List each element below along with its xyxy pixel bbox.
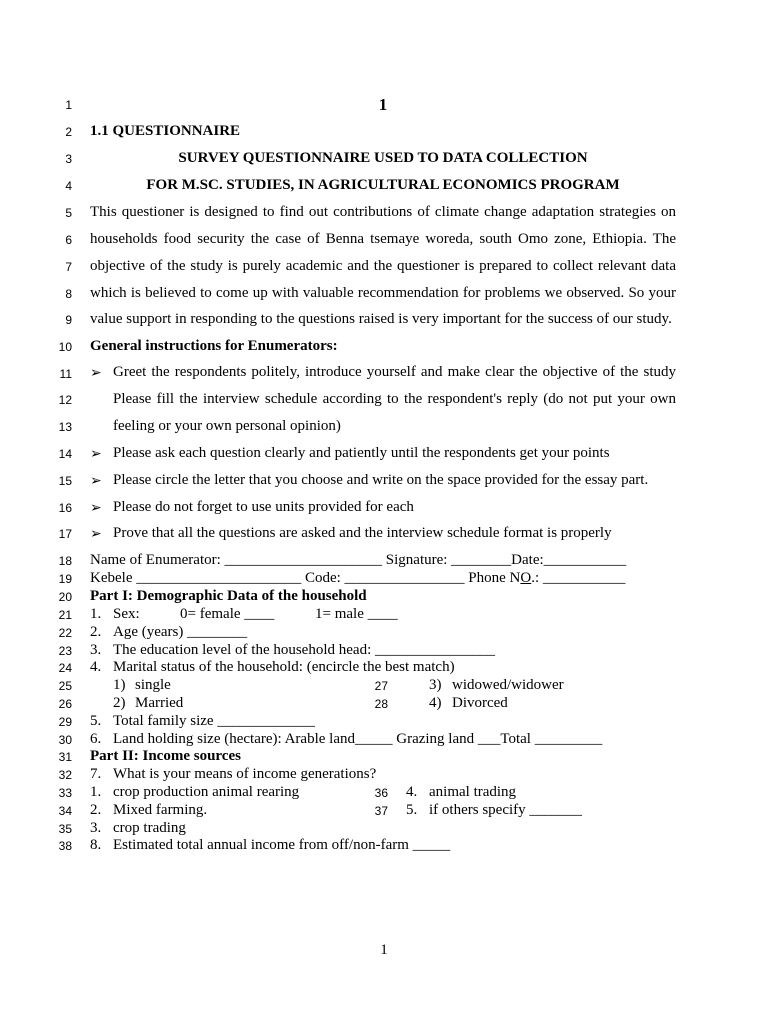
instruction-item-continued: Please fill the interview schedule according to the respondent's reply (do not put your own [113, 391, 676, 407]
intro-line: which is believed to come up with valuable recommendation for problems we observed. So your [90, 285, 676, 301]
intro-line: value support in responding to the questions raised is very important for the success of our study. [90, 311, 672, 327]
income-option-crop-trading: crop trading [113, 820, 186, 836]
option-number: 2. [90, 802, 102, 818]
line-number: 20 [58, 590, 72, 604]
arrow-bullet-icon: ➢ [90, 447, 102, 462]
question-text: Total family size _____________ [113, 713, 315, 729]
line-number: 33 [58, 786, 72, 800]
option-number: 4. [406, 784, 418, 800]
income-option-others: if others specify _______ [429, 802, 582, 818]
option-number: 3. [90, 820, 102, 836]
instruction-item-continued: feeling or your own personal opinion) [113, 418, 341, 434]
line-number: 6 [65, 233, 72, 247]
line-number: 10 [58, 340, 72, 354]
question-number: 7. [90, 766, 102, 782]
intro-line: objective of the study is purely academic and the questioner is prepared to collect relevant data [90, 258, 676, 274]
line-number: 8 [65, 287, 72, 301]
option-number: 3) [429, 677, 442, 693]
instruction-item: Please do not forget to use units provided for each [113, 499, 414, 515]
marital-option-single: single [135, 677, 171, 693]
option-number: 5. [406, 802, 418, 818]
question-number: 6. [90, 731, 102, 747]
question-number: 4. [90, 659, 102, 675]
question-text: Estimated total annual income from off/non-farm _____ [113, 837, 451, 853]
option-number: 1. [90, 784, 102, 800]
kebele-o: O [520, 570, 532, 586]
kebele-text-end: .: ___________ [531, 570, 626, 586]
line-number: 19 [58, 572, 72, 586]
option-number: 4) [429, 695, 442, 711]
question-number: 3. [90, 642, 102, 658]
instructions-heading: General instructions for Enumerators: [90, 338, 338, 354]
question-number: 5. [90, 713, 102, 729]
income-option-crop-animal: crop production animal rearing [113, 784, 300, 800]
line-number: 11 [59, 367, 72, 381]
question-text: Age (years) ________ [113, 624, 248, 640]
line-number: 27 [374, 679, 388, 693]
option-number: 1) [113, 677, 126, 693]
question-text: What is your means of income generations? [113, 766, 377, 782]
section-title: 1.1 QUESTIONNAIRE [90, 123, 241, 139]
line-number: 9 [65, 313, 72, 327]
line-number: 1 [65, 98, 72, 112]
line-number: 35 [58, 822, 72, 836]
line-number: 29 [58, 715, 72, 729]
line-number: 25 [58, 679, 72, 693]
marital-option-widowed: widowed/widower [452, 677, 564, 693]
line-number: 2 [65, 125, 72, 139]
survey-title: SURVEY QUESTIONNAIRE USED TO DATA COLLECTION [178, 150, 588, 166]
line-number: 37 [374, 804, 388, 818]
line-number: 7 [65, 260, 72, 274]
line-number: 12 [58, 393, 72, 407]
line-number: 26 [58, 697, 72, 711]
footer-page-number: 1 [380, 942, 388, 958]
line-number: 32 [58, 768, 72, 782]
line-number: 18 [58, 554, 72, 568]
line-number: 36 [374, 786, 388, 800]
sex-label: Sex: [113, 606, 140, 622]
line-number: 13 [58, 420, 72, 434]
question-number: 1. [90, 606, 102, 622]
option-number: 2) [113, 695, 126, 711]
question-number: 2. [90, 624, 102, 640]
income-option-animal-trading: animal trading [429, 784, 517, 800]
instruction-item: Please ask each question clearly and patiently until the respondents get your points [113, 445, 610, 461]
sex-option-female: 0= female ____ [180, 606, 275, 622]
part1-heading: Part I: Demographic Data of the household [90, 588, 367, 604]
line-number: 16 [58, 501, 72, 515]
arrow-bullet-icon: ➢ [90, 366, 102, 381]
line-number: 14 [58, 447, 72, 461]
line-number: 21 [58, 608, 72, 622]
line-number: 34 [58, 804, 72, 818]
sex-option-male: 1= male ____ [315, 606, 398, 622]
line-number: 23 [58, 644, 72, 658]
intro-line: This questioner is designed to find out contributions of climate change adaptation strategies on [90, 204, 676, 220]
line-number: 4 [65, 179, 72, 193]
marital-option-married: Married [135, 695, 184, 711]
line-number: 38 [58, 839, 72, 853]
kebele-text: Kebele ______________________ Code: ________________ Phone N [90, 570, 521, 586]
question-text: Marital status of the household: (encircle the best match) [113, 659, 455, 675]
enumerator-line: Name of Enumerator: _____________________ Signature: ________Date:___________ [90, 552, 627, 568]
line-number: 5 [65, 206, 72, 220]
line-number: 17 [58, 527, 72, 541]
line-number: 31 [58, 750, 72, 764]
line-number: 24 [58, 661, 72, 675]
program-title: FOR M.SC. STUDIES, IN AGRICULTURAL ECONOMICS PROGRAM [146, 177, 620, 193]
intro-line: households food security the case of Benna tsemaye woreda, south Omo zone, Ethiopia. The [90, 231, 676, 247]
instruction-item: Please circle the letter that you choose and write on the space provided for the essay part. [113, 472, 649, 488]
kebele-line [90, 570, 625, 587]
question-text: Land holding size (hectare): Arable land_____ Grazing land ___Total _________ [113, 731, 603, 747]
question-number: 8. [90, 837, 102, 853]
marital-option-divorced: Divorced [452, 695, 508, 711]
line-number: 22 [58, 626, 72, 640]
arrow-bullet-icon: ➢ [90, 474, 102, 489]
arrow-bullet-icon: ➢ [90, 527, 102, 542]
line-number: 28 [374, 697, 388, 711]
income-option-mixed: Mixed farming. [113, 802, 208, 818]
instruction-item: Greet the respondents politely, introduce yourself and make clear the objective of the study [113, 364, 676, 380]
line-number: 30 [58, 733, 72, 747]
arrow-bullet-icon: ➢ [90, 501, 102, 516]
page-heading: 1 [378, 95, 388, 114]
question-text: The education level of the household head: ________________ [113, 642, 495, 658]
line-number: 3 [65, 152, 72, 166]
line-number: 15 [58, 474, 72, 488]
part2-heading: Part II: Income sources [90, 748, 241, 764]
instruction-item: Prove that all the questions are asked and the interview schedule format is properly [113, 525, 612, 541]
